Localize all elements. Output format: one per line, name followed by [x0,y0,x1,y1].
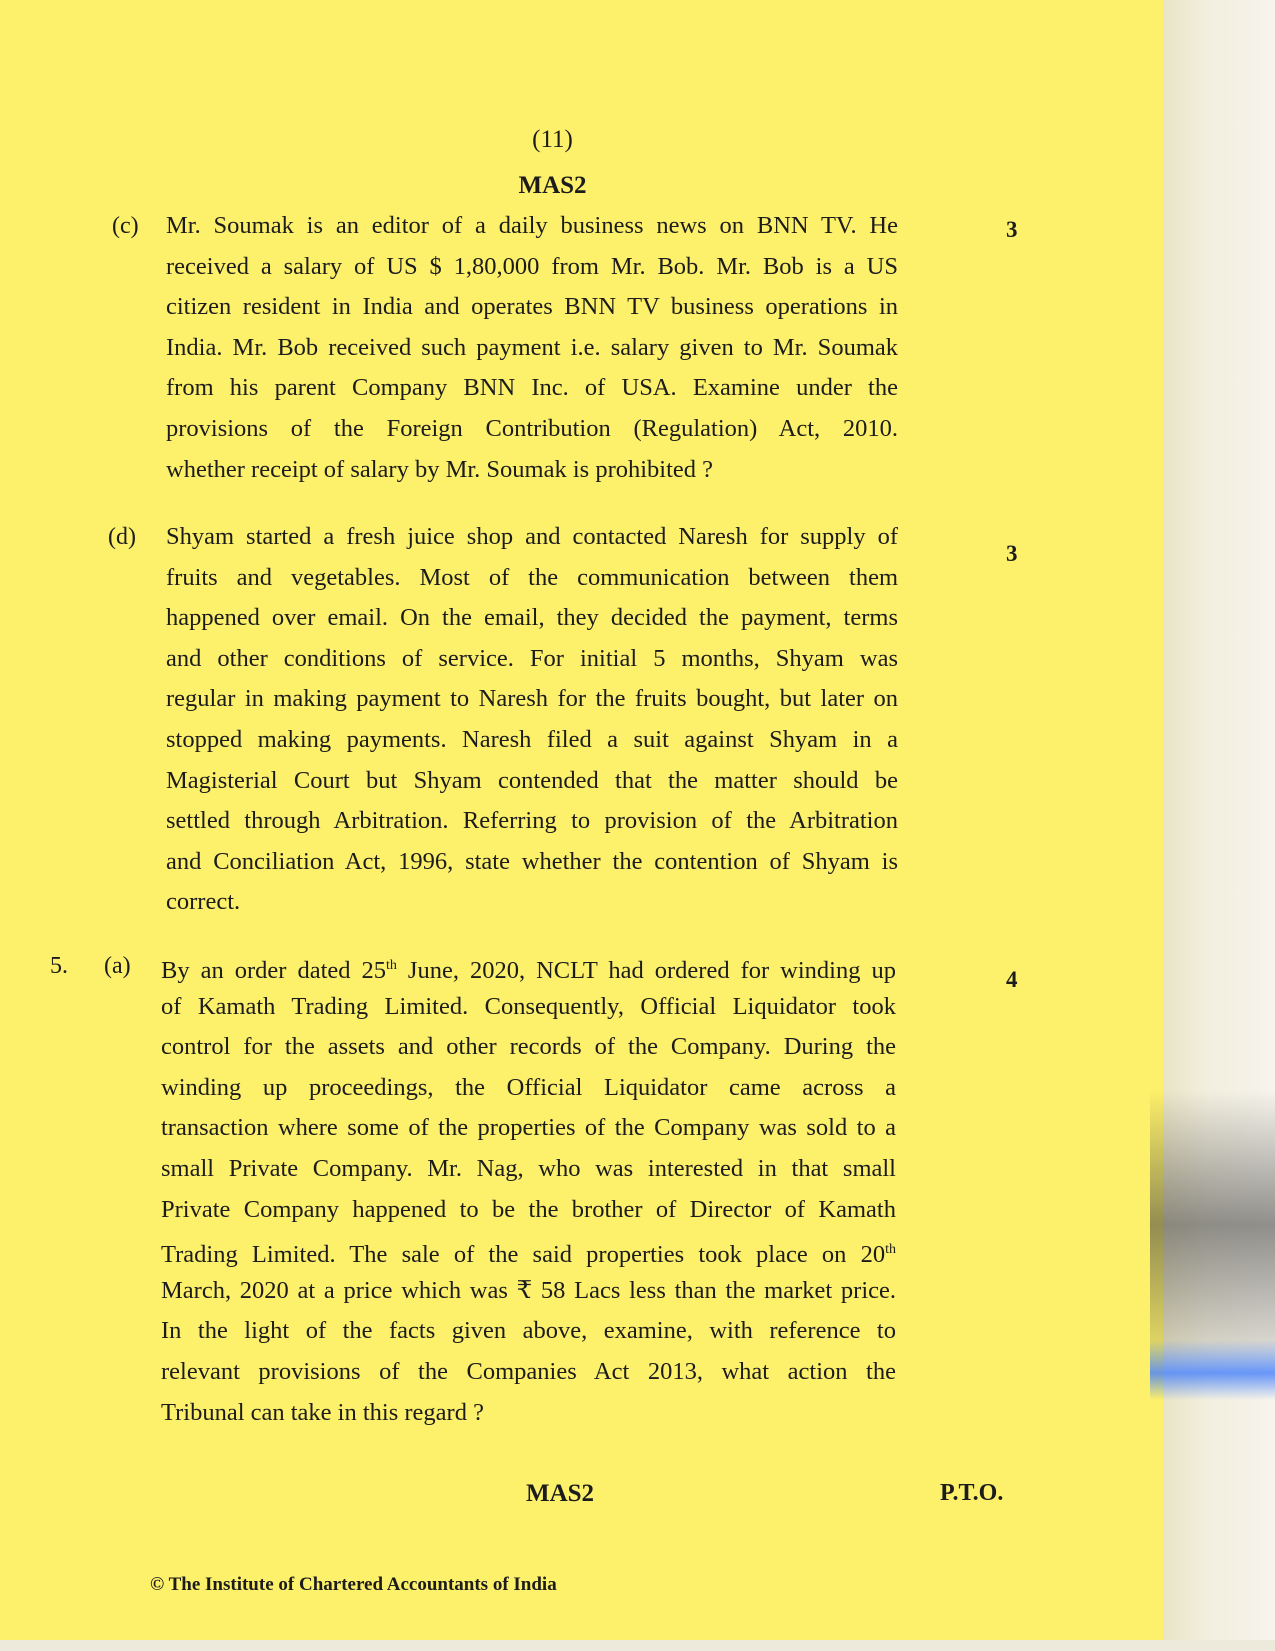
question-d-text [166,517,898,923]
question-5a-label: (a) [104,953,131,979]
question-c-text [166,206,898,490]
question-d-line: correct. [166,888,241,916]
question-c-line: India. Mr. Bob received such payment i.e. salary given to Mr. Soumak [166,333,898,361]
question-d-line: and Conciliation Act, 1996, state whether the contention of Shyam is [166,847,898,875]
page-number: (11) [532,126,573,153]
question-c-line: received a salary of US $ 1,80,000 from Mr. Bob. Mr. Bob is a US [166,252,898,280]
question-c-line: whether receipt of salary by Mr. Soumak is prohibited ? [166,455,714,483]
scan-artifact [1150,1340,1275,1400]
pto-label: P.T.O. [940,1480,1004,1506]
question-c-line: provisions of the Foreign Contribution (Regulation) Act, 2010. [166,414,898,442]
question-5a-line: small Private Company. Mr. Nag, who was interested in that small [161,1154,896,1182]
scan-margin-right [1163,0,1275,1651]
question-5a-line: Tribunal can take in this regard ? [161,1398,484,1426]
question-5a-line: By an order dated 25th June, 2020, NCLT had ordered for winding up [161,957,896,985]
question-5a-line: March, 2020 at a price which was ₹ 58 Lacs less than the market price. [161,1276,896,1304]
question-d-line: happened over email. On the email, they decided the payment, terms [166,604,898,632]
question-d-line: regular in making payment to Naresh for the fruits bought, but later on [166,685,898,713]
question-5a-line: In the light of the facts given above, examine, with reference to [161,1317,896,1345]
question-5a-line: winding up proceedings, the Official Liquidator came across a [161,1073,896,1101]
question-5-number: 5. [50,953,68,979]
question-5a-line: transaction where some of the properties of the Company was sold to a [161,1114,896,1142]
question-5a-line: of Kamath Trading Limited. Consequently, Official Liquidator took [161,992,896,1020]
question-d-line: settled through Arbitration. Referring to provision of the Arbitration [166,807,898,835]
question-d-line: stopped making payments. Naresh filed a suit against Shyam in a [166,725,898,753]
question-c-marks: 3 [1006,217,1018,242]
question-5a-line: control for the assets and other records of the Company. During the [161,1033,896,1061]
question-d-line: and other conditions of service. For initial 5 months, Shyam was [166,644,898,672]
question-5a-text [161,946,896,1433]
question-d-label: (d) [108,524,136,550]
question-5a-line: Trading Limited. The sale of the said properties took place on 20th [161,1241,896,1269]
question-d-line: fruits and vegetables. Most of the communication between them [166,563,898,591]
question-5a-line: relevant provisions of the Companies Act 2013, what action the [161,1357,896,1385]
question-c-line: citizen resident in India and operates BNN TV business operations in [166,293,898,321]
question-c-line: from his parent Company BNN Inc. of USA. Examine under the [166,374,898,402]
question-d-line: Shyam started a fresh juice shop and contacted Naresh for supply of [166,523,898,550]
paper-code-footer: MAS2 [525,1480,595,1507]
question-d-marks: 3 [1006,541,1018,566]
question-d-line: Magisterial Court but Shyam contended that the matter should be [166,766,898,794]
question-c-label: (c) [112,213,139,239]
copyright-notice: © The Institute of Chartered Accountants of India [150,1574,557,1595]
question-c-line: Mr. Soumak is an editor of a daily business news on BNN TV. He [166,212,898,239]
scan-margin-bottom [0,1640,1275,1651]
paper-code-header: MAS2 [518,172,587,199]
question-5a-line: Private Company happened to be the brother of Director of Kamath [161,1195,896,1223]
question-5a-marks: 4 [1006,967,1018,992]
